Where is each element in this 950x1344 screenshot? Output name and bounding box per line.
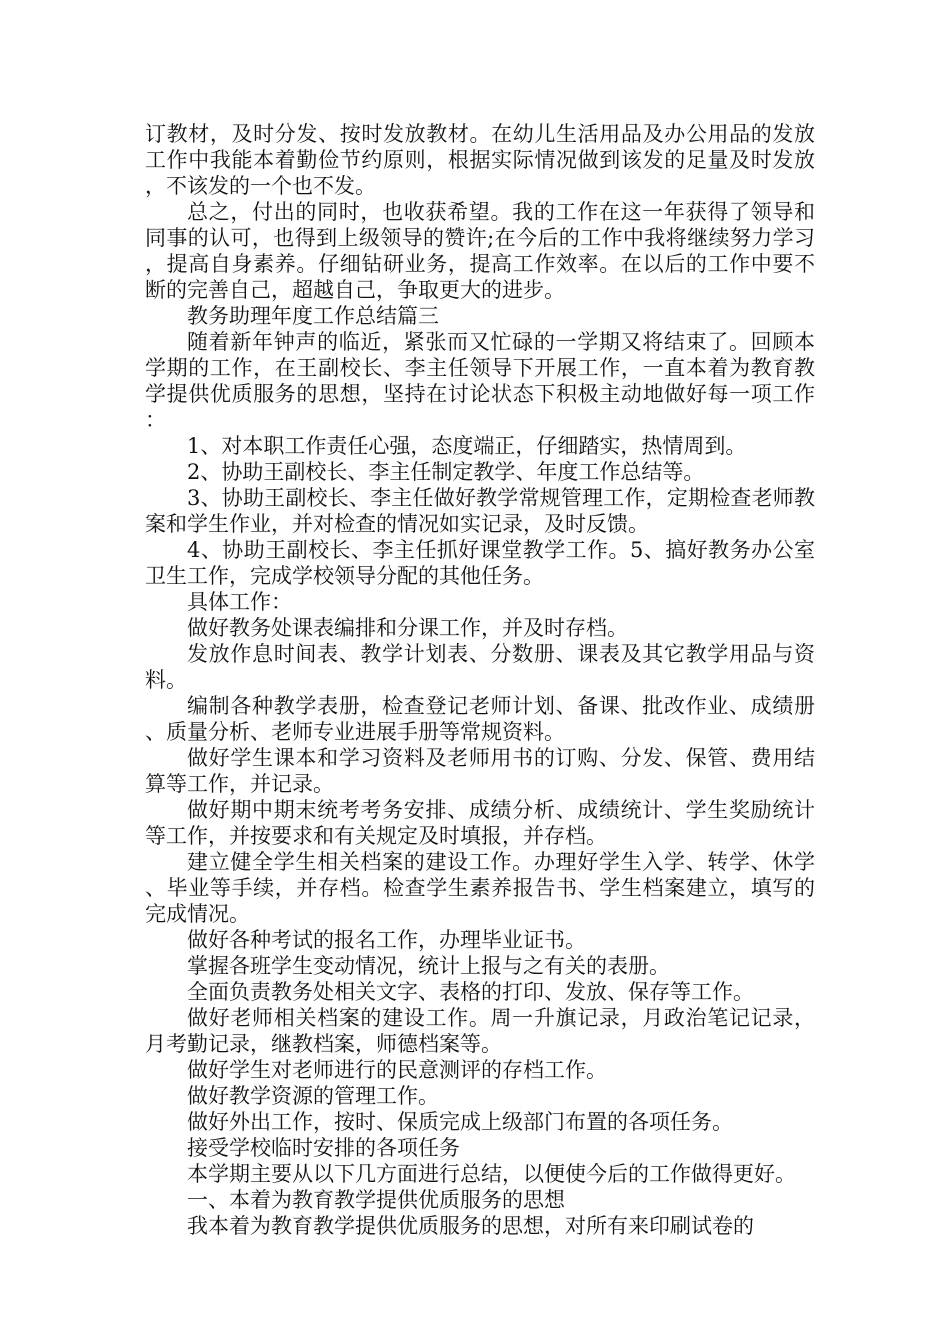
- paragraph: 3、协助王副校长、李主任做好教学常规管理工作，定期检查老师教案和学生作业，并对检查的情况如实记录，及时反馈。: [145, 486, 815, 536]
- paragraph: 本学期主要从以下几方面进行总结，以便使今后的工作做得更好。: [187, 1162, 796, 1186]
- paragraph: 做好外出工作，按时、保质完成上级部门布置的各项任务。: [187, 1110, 733, 1134]
- paragraph: 做好学生对老师进行的民意测评的存档工作。: [187, 1058, 607, 1082]
- paragraph: 4、协助王副校长、李主任抓好课堂教学工作。5、搞好教务办公室卫生工作，完成学校领导分配的其他任务。: [145, 538, 815, 588]
- paragraph: 做好老师相关档案的建设工作。周一升旗记录，月政治笔记记录，月考勤记录，继教档案，师德档案等。: [145, 1006, 815, 1056]
- document-body: [145, 121, 815, 1239]
- paragraph: 做好教学资源的管理工作。: [187, 1084, 439, 1108]
- paragraph: 一、本着为教育教学提供优质服务的思想: [187, 1188, 565, 1212]
- paragraph: 做好各种考试的报名工作，办理毕业证书。: [187, 928, 586, 952]
- paragraph: 具体工作：: [187, 590, 292, 614]
- paragraph: 随着新年钟声的临近，紧张而又忙碌的一学期又将结束了。回顾本学期的工作，在王副校长、李主任领导下开展工作，一直本着为教育教学提供优质服务的思想，坚持在讨论状态下积极主动地做好每一项工作：: [145, 330, 815, 432]
- paragraph: 发放作息时间表、教学计划表、分数册、课表及其它教学用品与资料。: [145, 642, 815, 692]
- paragraph: 2、协助王副校长、李主任制定教学、年度工作总结等。: [187, 460, 705, 484]
- paragraph: 做好学生课本和学习资料及老师用书的订购、分发、保管、费用结算等工作，并记录。: [145, 746, 815, 796]
- paragraph: 总之，付出的同时，也收获希望。我的工作在这一年获得了领导和同事的认可，也得到上级领导的赞许;在今后的工作中我将继续努力学习，提高自身素养。仔细钻研业务，提高工作效率。在以后的工作中要不断的完善自己，超越自己，争取更大的进步。: [145, 200, 815, 302]
- paragraph: 做好教务处课表编排和分课工作，并及时存档。: [187, 616, 628, 640]
- paragraph: 做好期中期末统考考务安排、成绩分析、成绩统计、学生奖励统计等工作，并按要求和有关规定及时填报，并存档。: [145, 798, 815, 848]
- paragraph: 我本着为教育教学提供优质服务的思想，对所有来印刷试卷的: [187, 1214, 754, 1238]
- paragraph: 订教材，及时分发、按时发放教材。在幼儿生活用品及办公用品的发放工作中我能本着勤俭节约原则，根据实际情况做到该发的足量及时发放，不该发的一个也不发。: [145, 122, 815, 198]
- paragraph: 掌握各班学生变动情况，统计上报与之有关的表册。: [187, 954, 670, 978]
- paragraph: 建立健全学生相关档案的建设工作。办理好学生入学、转学、休学、毕业等手续，并存档。检查学生素养报告书、学生档案建立，填写的完成情况。: [145, 850, 815, 926]
- paragraph: 编制各种教学表册，检查登记老师计划、备课、批改作业、成绩册、质量分析、老师专业进展手册等常规资料。: [145, 694, 815, 744]
- paragraph: 教务助理年度工作总结篇三: [187, 304, 439, 328]
- paragraph: 接受学校临时安排的各项任务: [187, 1136, 460, 1160]
- paragraph: 1、对本职工作责任心强，态度端正，仔细踏实，热情周到。: [187, 434, 747, 458]
- paragraph: 全面负责教务处相关文字、表格的打印、发放、保存等工作。: [187, 980, 754, 1004]
